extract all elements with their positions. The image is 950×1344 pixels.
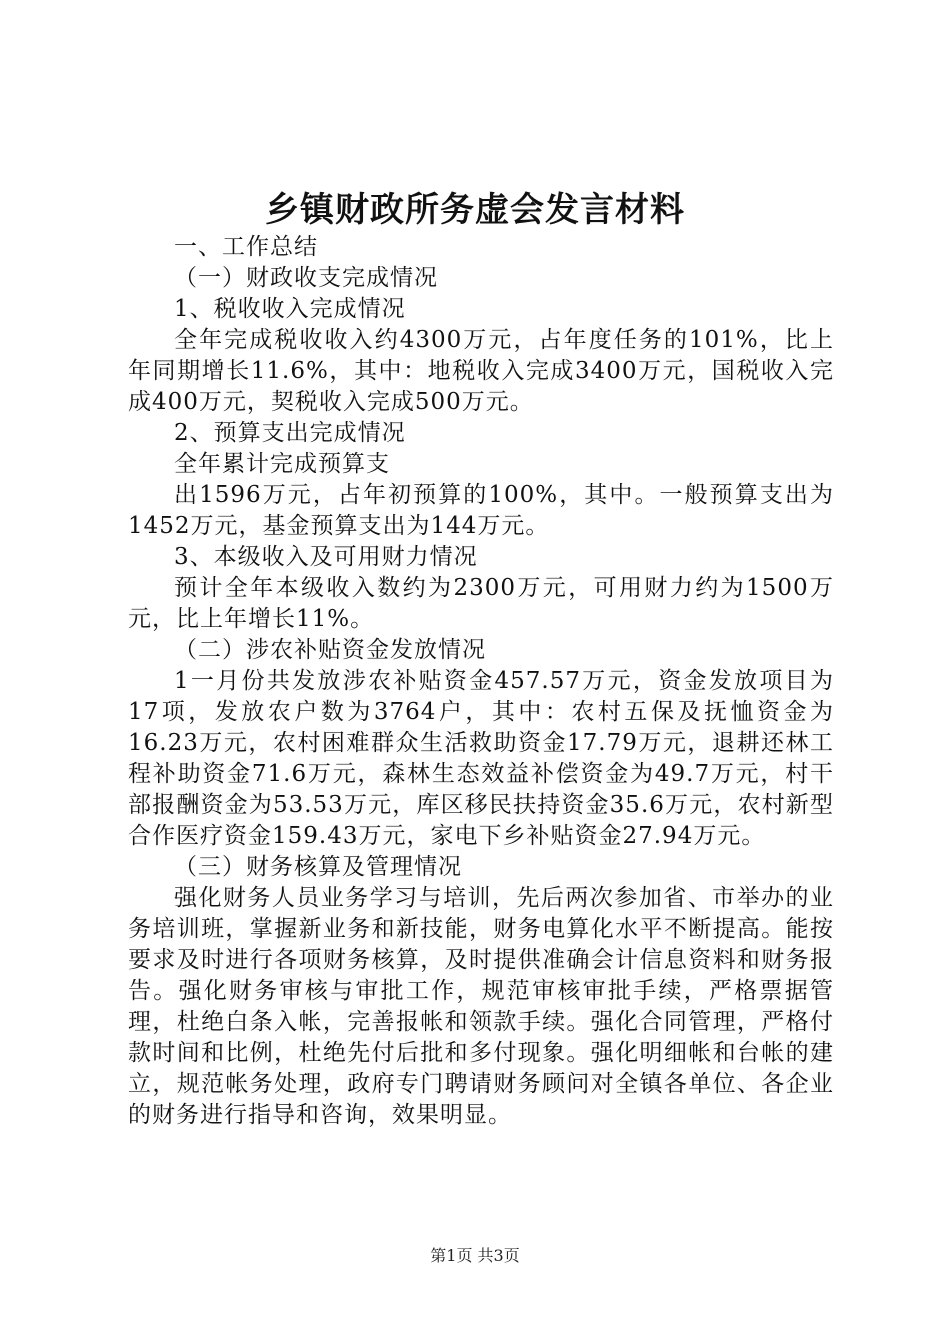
subsection-heading-2: （二）涉农补贴资金发放情况 (174, 637, 486, 663)
document-title: 乡镇财政所务虚会发言材料 (265, 190, 685, 230)
subsection-heading-1: （一）财政收支完成情况 (174, 265, 438, 291)
item-heading-1: 1、税收收入完成情况 (174, 296, 406, 322)
paragraph-subsidy: 1一月份共发放涉农补贴资金457.57万元，资金发放项目为17项，发放农户数为3764户，其中：农村五保及抚恤资金为16.23万元，农村困难群众生活救助资金17.79万元，退耕还林工程补助资金71.6万元，森林生态效益补偿资金为49.7万元，村干部报酬资金为53.53万元，库区移民扶持资金35.6万元，农村新型合作医疗资金159.43万元，家电下乡补贴资金27.94万元。 (128, 668, 834, 849)
item-heading-3: 3、本级收入及可用财力情况 (174, 544, 478, 570)
paragraph-budget-expense-b: 出1596万元，占年初预算的100%，其中。一般预算支出为1452万元，基金预算支出为144万元。 (128, 482, 834, 539)
paragraph-local-revenue: 预计全年本级收入数约为2300万元，可用财力约为1500万元，比上年增长11%。 (128, 575, 834, 632)
paragraph-accounting: 强化财务人员业务学习与培训，先后两次参加省、市举办的业务培训班，掌握新业务和新技能，财务电算化水平不断提高。能按要求及时进行各项财务核算，及时提供准确会计信息资料和财务报告。强化财务审核与审批工作，规范审核审批手续，严格票据管理，杜绝白条入帐，完善报帐和领款手续。强化合同管理，严格付款时间和比例，杜绝先付后批和多付现象。强化明细帐和台帐的建立，规范帐务处理，政府专门聘请财务顾问对全镇各单位、各企业的财务进行指导和咨询，效果明显。 (128, 885, 834, 1128)
paragraph-tax-revenue: 全年完成税收收入约4300万元，占年度任务的101%，比上年同期增长11.6%，其中：地税收入完成3400万元，国税收入完成400万元，契税收入完成500万元。 (128, 327, 834, 415)
subsection-heading-3: （三）财务核算及管理情况 (174, 854, 462, 880)
section-heading-1: 一、工作总结 (174, 234, 318, 260)
document-body (128, 232, 834, 1131)
paragraph-budget-expense-a: 全年累计完成预算支 (174, 451, 390, 477)
item-heading-2: 2、预算支出完成情况 (174, 420, 406, 446)
page-footer: 第1页 共3页 (430, 1246, 520, 1265)
